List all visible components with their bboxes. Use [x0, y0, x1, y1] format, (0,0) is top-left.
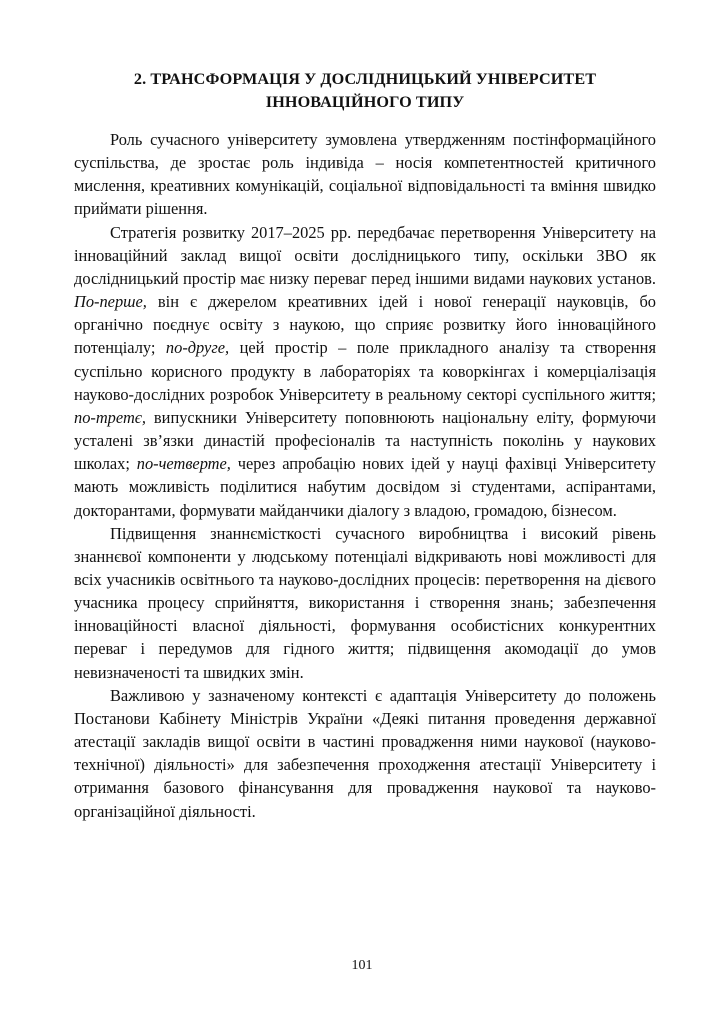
paragraph-2-emphasis-1: По-перше,: [74, 292, 147, 312]
paragraph-2-emphasis-2: по-друге,: [165, 338, 230, 358]
paragraph-2: [74, 221, 656, 522]
paragraph-2-emphasis-3: по-третє,: [74, 407, 147, 427]
paragraph-3: Підвищення знаннємісткості сучасного виробництва і високий рівень знаннєвої компоненти у людському потенціалі відкривають нові можливості для всіх учасників освітнього та науково-дослідних процесів: перетворення на дієвого учасника процесу сприйняття, використання і створення знань; забезпечення інноваційності власної діяльності, формування особистісних конкурентних переваг і передумов для гідного життя; підвищення акомодації до умов невизначеності та швидких змін.: [74, 523, 656, 682]
paragraph-2-text-4: випускники Університету поповнюють національну еліту, формуючи усталені зв’язки династій професіоналів та наступність поколінь у наукових школах;: [74, 407, 656, 474]
paragraph-4: Важливою у зазначеному контексті є адаптація Університету до положень Постанови Кабінету Міністрів України «Деякі питання проведення державної атестації закладів вищої освіти в частині провадження ними наукової (науково-технічної) діяльності» для забезпечення проходження атестації Університету і отримання базового фінансування для провадження наукової та науково-організаційної діяльності.: [74, 685, 656, 821]
title-line-2: ІННОВАЦІЙНОГО ТИПУ: [265, 93, 465, 111]
paragraph-2-text-2: він є джерелом креативних ідей і нової генерації науковців, бо органічно поєднує освіту з наукою, що сприяє розвитку його інноваційного потенціалу;: [74, 292, 656, 358]
page-number: 101: [351, 958, 373, 973]
paragraph-2-text-3: цей простір – поле прикладного аналізу та створення суспільно корисного продукту в лабораторіях та коворкінгах і комерціалізація науково-дослідних розробок Університету в реальному секторі суспільного життя;: [74, 338, 656, 404]
paragraph-1: Роль сучасного університету зумовлена утвердженням постінформаційного суспільства, де зростає роль індивіда – носія компетентностей критичного мислення, креативних комунікацій, соціальної відповідальності та вміння швидко приймати рішення.: [74, 130, 656, 219]
paragraph-2-text-5: через апробацію нових ідей у науці фахівці Університету мають можливість поділитися набутим досвідом зі студентами, аспірантами, докторантами, формувати майданчики діалогу з владою, громадою, бізнесом.: [74, 454, 656, 520]
page-title: [74, 68, 656, 114]
paragraph-2-emphasis-4: по-четверте,: [136, 454, 231, 474]
title-line-1: 2. ТРАНСФОРМАЦІЯ У ДОСЛІДНИЦЬКИЙ УНІВЕРСИТЕТ: [133, 70, 597, 88]
document-page: [74, 68, 656, 823]
paragraph-2-text-1: Стратегія розвитку 2017–2025 рр. передбачає перетворення Університету на інноваційний заклад вищої освіти дослідницького типу, оскільки ЗВО як дослідницький простір має низку переваг перед іншими видами наукових установ.: [74, 222, 656, 288]
